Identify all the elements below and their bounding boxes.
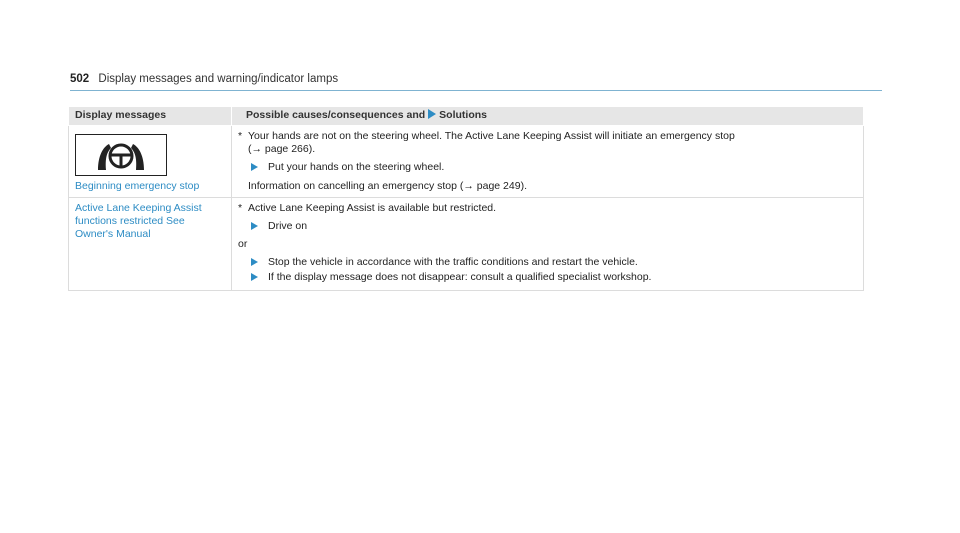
table-row (69, 126, 864, 198)
step-arrow-icon (251, 163, 258, 171)
causes-solutions-cell (232, 198, 864, 291)
header-causes-label: Possible causes/consequences and (246, 109, 426, 121)
solution-step (238, 271, 857, 284)
message-beginning-emergency-stop: Beginning emergency stop (75, 180, 200, 192)
causes-solutions-cell (232, 126, 864, 198)
step-arrow-icon (251, 222, 258, 230)
header-solutions-label: Solutions (439, 109, 488, 121)
page-header (70, 72, 882, 87)
column-header-causes-solutions (232, 107, 864, 126)
display-messages-table (68, 106, 864, 291)
message-line: functions restricted See (75, 215, 185, 227)
cause-item: * Your hands are not on the steering wheel. The Active Lane Keeping Assist will initiate an emergency stop (→ page 266). (238, 130, 735, 155)
step-arrow-icon (251, 273, 258, 281)
solution-step (238, 220, 857, 233)
table-header-row (69, 107, 864, 126)
cause-item: * Active Lane Keeping Assist is available but restricted. (238, 202, 497, 214)
message-cell (69, 126, 232, 198)
message-cell (69, 198, 232, 291)
info-text: Information on cancelling an emergency stop (→ page 249). (248, 180, 527, 192)
cause-text: Your hands are not on the steering wheel. The Active Lane Keeping Assist will initiate an emergency stop (248, 130, 735, 142)
step-text: If the display message does not disappear: consult a qualified specialist workshop. (268, 271, 652, 283)
step-text: Drive on (268, 220, 308, 232)
column-header-display-messages: Display messages (69, 107, 232, 126)
step-text: Put your hands on the steering wheel. (268, 161, 445, 173)
or-text: or (238, 238, 248, 250)
step-arrow-icon (251, 258, 258, 266)
solution-step (238, 256, 857, 269)
cause-page-reference: (→ page 266). (248, 143, 316, 155)
solution-arrow-icon (428, 109, 436, 119)
cause-text: Active Lane Keeping Assist is available but restricted. (248, 202, 497, 214)
message-line: Active Lane Keeping Assist (75, 202, 202, 214)
page-number: 502 (70, 73, 90, 85)
hands-on-steering-wheel-icon (75, 134, 167, 176)
table-row (69, 198, 864, 291)
message-line: Owner's Manual (75, 228, 151, 240)
solution-step (238, 161, 857, 174)
header-divider (70, 90, 882, 91)
step-text: Stop the vehicle in accordance with the traffic conditions and restart the vehicle. (268, 256, 638, 268)
page-title: Display messages and warning/indicator lamps (98, 73, 339, 85)
